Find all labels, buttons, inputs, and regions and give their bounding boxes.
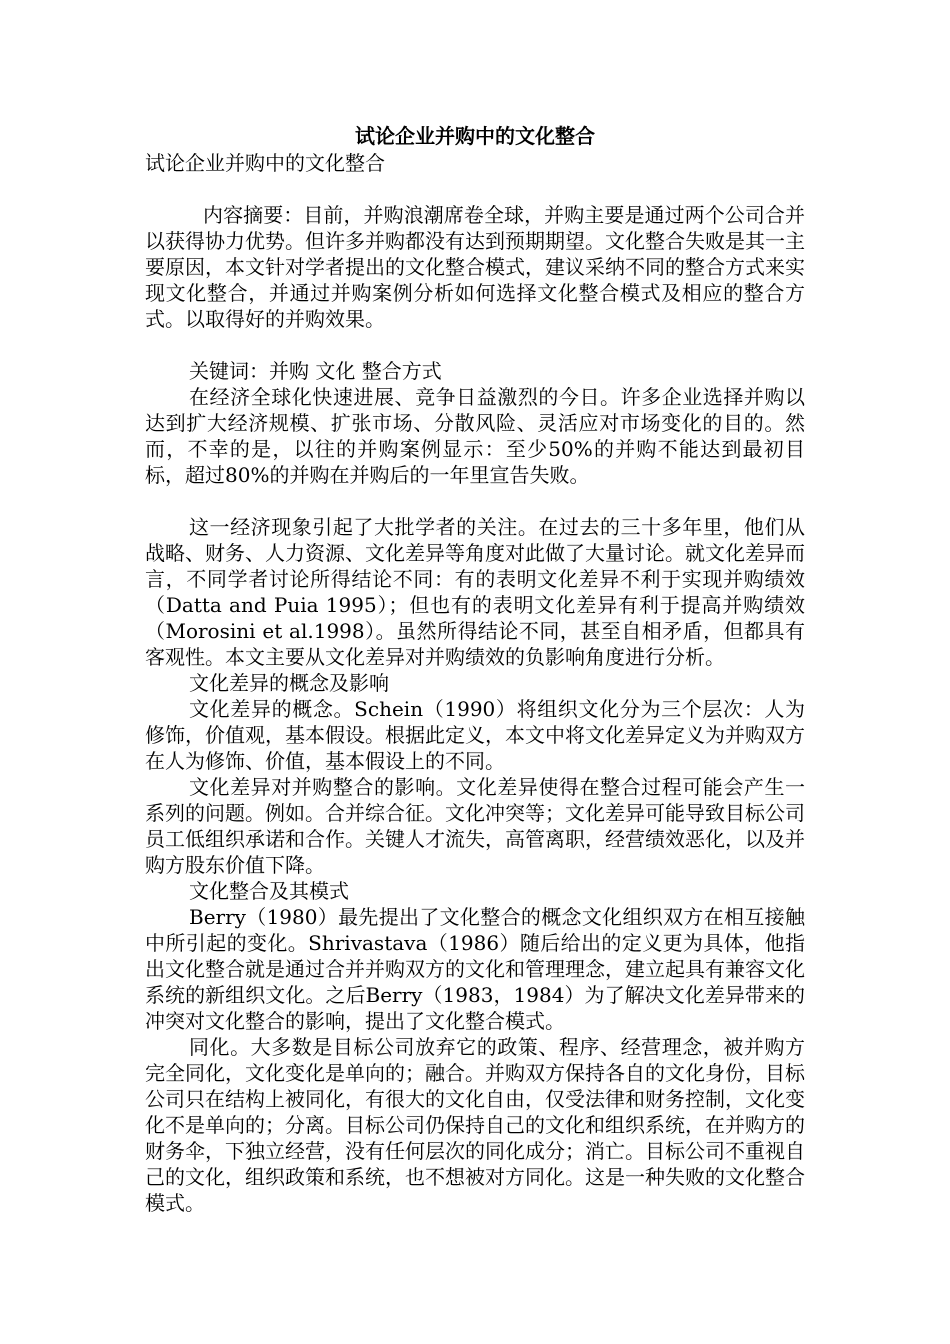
section-heading: 文化差异的概念及影响 (189, 671, 389, 695)
abstract-paragraph: 内容摘要：目前，并购浪潮席卷全球，并购主要是通过两个公司合并以获得协力优势。但许多并购都没有达到预期期望。文化整合失败是其一主要原因，本文针对学者提出的文化整合模式，建议采纳不同的整合方式来实现文化整合，并通过并购案例分析如何选择文化整合模式及相应的整合方式。以取得好的并购效果。 (145, 203, 805, 331)
section-heading: 文化整合及其模式 (189, 879, 349, 903)
body-paragraph: 文化差异对并购整合的影响。文化差异使得在整合过程可能会产生一系列的问题。例如。合并综合征。文化冲突等；文化差异可能导致目标公司员工低组织承诺和合作。关键人才流失，高管离职，经营绩效恶化，以及并购方股东价值下降。 (145, 775, 805, 877)
document-page (145, 122, 805, 1216)
body-paragraph: 这一经济现象引起了大批学者的关注。在过去的三十多年里，他们从战略、财务、人力资源、文化差异等角度对此做了大量讨论。就文化差异而言，不同学者讨论所得结论不同：有的表明文化差异不利于实现并购绩效（Datta and Puia 1995）；但也有的表明文化差异有利于提高并购绩效（Morosini et al.1998）。虽然所得结论不同，甚至自相矛盾，但都具有客观性。本文主要从文化差异对并购绩效的负影响角度进行分析。 (145, 515, 805, 669)
keywords-line: 关键词：并购 文化 整合方式 (189, 359, 442, 383)
body-paragraph: 在经济全球化快速进展、竞争日益激烈的今日。许多企业选择并购以达到扩大经济规模、扩张市场、分散风险、灵活应对市场变化的目的。然而，不幸的是，以往的并购案例显示：至少50%的并购不能达到最初目标，超过80%的并购在并购后的一年里宣告失败。 (145, 385, 805, 487)
body-paragraph: 同化。大多数是目标公司放弃它的政策、程序、经营理念，被并购方完全同化，文化变化是单向的；融合。并购双方保持各自的文化身份，目标公司只在结构上被同化，有很大的文化自由，仅受法律和财务控制，文化变化不是单向的；分离。目标公司仍保持自己的文化和组织系统，在并购方的财务伞，下独立经营，没有任何层次的同化成分；消亡。目标公司不重视自己的文化，组织政策和系统，也不想被对方同化。这是一种失败的文化整合模式。 (145, 1035, 805, 1215)
document-title: 试论企业并购中的文化整合 (355, 124, 595, 148)
document-subtitle: 试论企业并购中的文化整合 (145, 151, 385, 175)
body-paragraph: Berry（1980）最先提出了文化整合的概念文化组织双方在相互接触中所引起的变化。Shrivastava（1986）随后给出的定义更为具体，他指出文化整合就是通过合并并购双方的文化和管理理念，建立起具有兼容文化系统的新组织文化。之后Berry（1983，1984）为了解决文化差异带来的冲突对文化整合的影响，提出了文化整合模式。 (145, 905, 805, 1033)
body-paragraph: 文化差异的概念。Schein（1990）将组织文化分为三个层次：人为修饰，价值观，基本假设。根据此定义，本文中将文化差异定义为并购双方在人为修饰、价值，基本假设上的不同。 (145, 697, 805, 773)
